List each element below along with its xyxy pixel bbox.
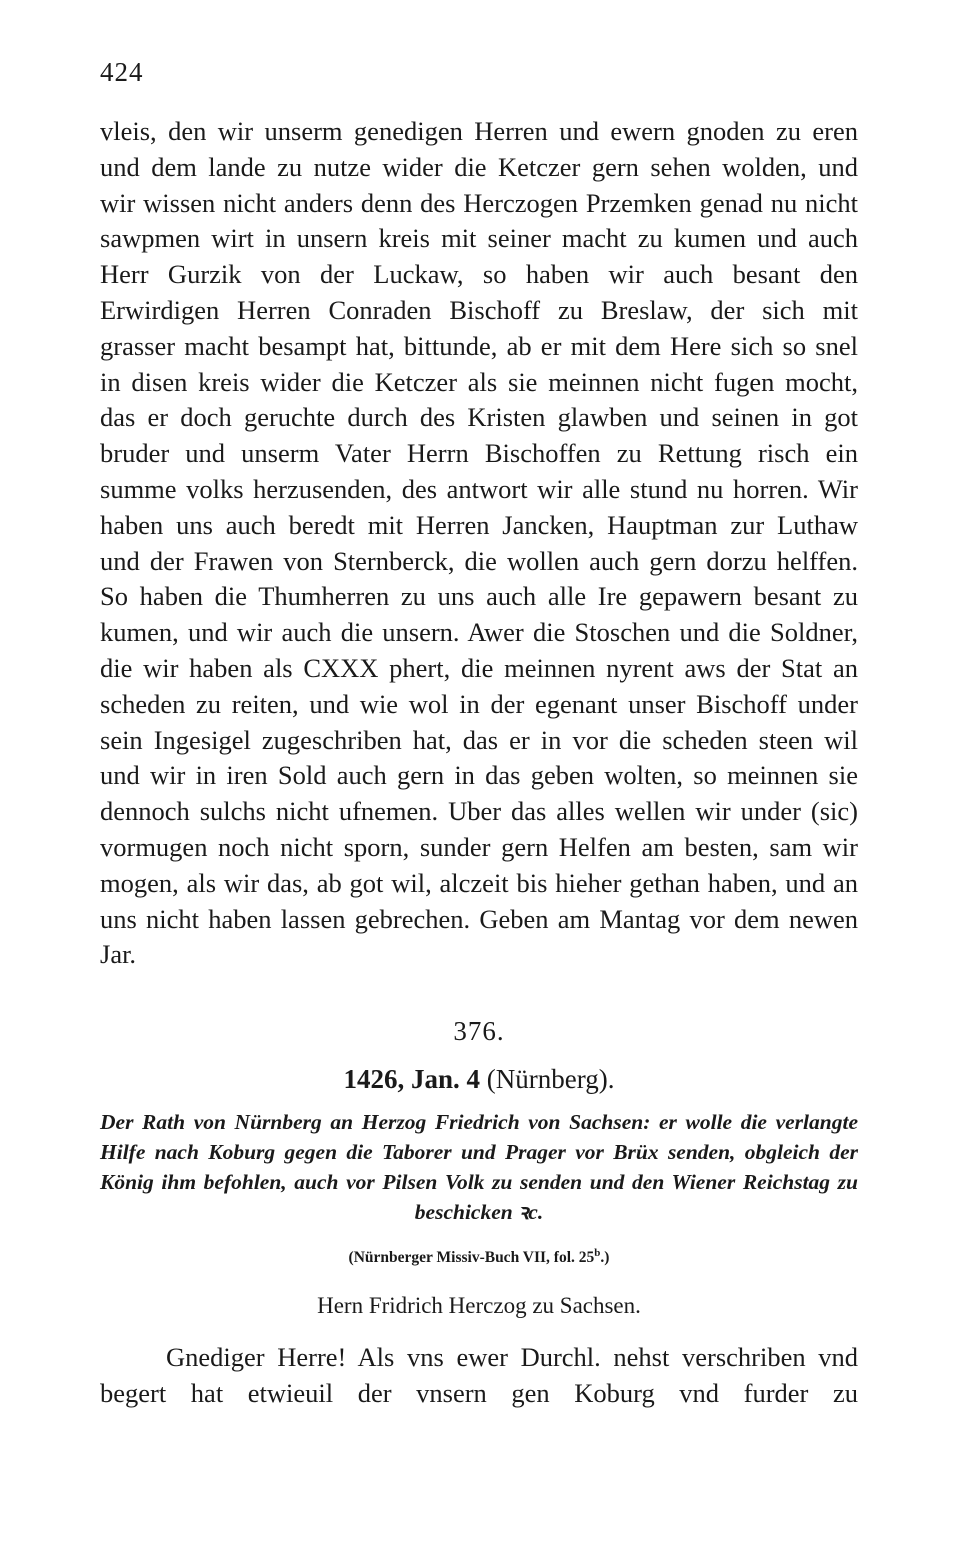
body-paragraph: vleis, den wir unserm genedigen Herren und ewern gnoden zu eren und dem lande zu nutze wider die Ketczer gern sehen wolden, und wir wissen nicht anders denn des Herczogen Przemken genad nu nicht sawpmen wirt in unsern kreis mit seiner macht zu kumen und auch Herr Gurzik von der Luckaw, so haben wir auch besant den Erwirdigen Herren Conraden Bischoff zu Breslaw, der sich mit grasser macht besampt hat, bittunde, ab er mit dem Here sich so snel in disen kreis wider die Ketczer als sie meinnen nicht fugen mocht, das er doch geruchte durch des Kristen glawben und seinen in got bruder und unserm Vater Herrn Bischoffen zu Rettung risch ein summe volks herzusenden, des antwort wir alle stund nu horren. Wir haben uns auch beredt mit Herren Jancken, Hauptman zur Luthaw und der Frawen von Sternberck, die wollen auch gern dorzu helffen. So haben die Thumherren zu uns auch alle Ire gepawern besant zu kumen, und wir auch die unsern. Awer die Stoschen und die Soldner, die wir haben als CXXX phert, die meinnen nyrent aws der Stat an scheden zu reiten, und wie wol in der egenant unser Bischoff under sein Ingesigel zugeschriben hat, das er in vor die scheden steen wil und wir in iren Sold auch gern in das geben wolten, so meinnen sie dennoch sulchs nicht ufnemen. Uber das alles wellen wir under (sic) vormugen noch nicht sporn, sunder gern Helfen am besten, sam wir mogen, als wir das, ab got wil, alczeit bis hieher gethan haben, und an uns nicht haben lassen gebrechen. Geben am Mantag vor dem newen Jar. xyxy=(100,116,858,970)
letter-paragraph: Gnediger Herre! Als vns ewer Durchl. nehst verschriben vnd begert hat etwieuil der vnsern gen Koburg vnd furder zu xyxy=(100,1342,858,1409)
source-main: (Nürnberger Missiv-Buch VII, fol. 25 xyxy=(348,1249,595,1267)
letter-address: Hern Fridrich Herczog zu Sachsen. xyxy=(317,1293,641,1319)
page-number: 424 xyxy=(100,57,144,87)
entry-date xyxy=(100,1061,858,1097)
source-superscript: b xyxy=(594,1247,601,1260)
entry-date-bold: 1426, Jan. 4 xyxy=(343,1064,481,1095)
source-close: .) xyxy=(600,1249,610,1267)
entry-summary: Der Rath von Nürnberg an Herzog Friedrich von Sachsen: er wolle die verlangte Hilfe nach Koburg gegen die Taborer und Prager vor Brüx senden, obgleich der König ihm befohlen, auch vor Pilsen Volk zu senden und den Wiener Reichstag zu beschicken ꝛc. xyxy=(100,1110,858,1225)
source-citation xyxy=(100,1241,858,1270)
entry-number: 376. xyxy=(453,1016,505,1047)
entry-date-place: (Nürnberg). xyxy=(486,1064,615,1095)
document-page xyxy=(100,52,858,1412)
